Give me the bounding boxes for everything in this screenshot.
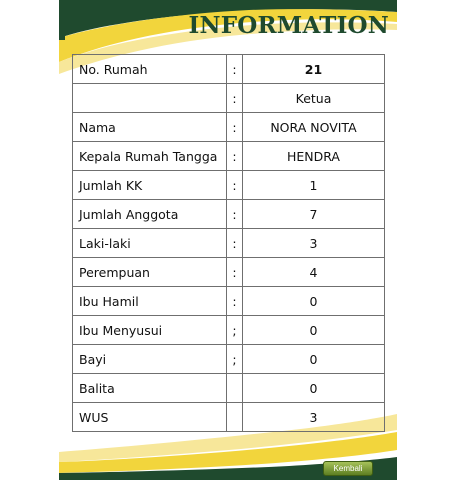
row-value: 7: [243, 200, 385, 229]
row-label: WUS: [73, 403, 227, 432]
row-label: [73, 84, 227, 113]
row-label: Bayi: [73, 345, 227, 374]
table-row: [73, 84, 385, 113]
row-label: Kepala Rumah Tangga: [73, 142, 227, 171]
row-separator: :: [227, 142, 243, 171]
row-value: 0: [243, 345, 385, 374]
row-label: No. Rumah: [73, 55, 227, 84]
row-label: Jumlah KK: [73, 171, 227, 200]
row-label: Balita: [73, 374, 227, 403]
row-separator: :: [227, 229, 243, 258]
row-value: 3: [243, 229, 385, 258]
table-row: [73, 229, 385, 258]
table-row: [73, 200, 385, 229]
table-row: [73, 142, 385, 171]
row-value: 4: [243, 258, 385, 287]
row-separator: :: [227, 55, 243, 84]
row-separator: :: [227, 200, 243, 229]
household-info-table: [72, 54, 385, 432]
table-row: [73, 374, 385, 403]
row-value: 0: [243, 374, 385, 403]
row-value: 0: [243, 316, 385, 345]
back-button[interactable]: Kembali: [323, 461, 373, 476]
table-row: [73, 345, 385, 374]
row-separator: [227, 403, 243, 432]
row-label: Jumlah Anggota: [73, 200, 227, 229]
row-separator: [227, 374, 243, 403]
table-row: [73, 55, 385, 84]
table-row: [73, 113, 385, 142]
table-row: [73, 403, 385, 432]
row-separator: :: [227, 84, 243, 113]
table-row: [73, 258, 385, 287]
table-row: [73, 171, 385, 200]
row-value: Ketua: [243, 84, 385, 113]
row-label: Nama: [73, 113, 227, 142]
row-value: 0: [243, 287, 385, 316]
row-value: NORA NOVITA: [243, 113, 385, 142]
table-row: [73, 316, 385, 345]
row-separator: ;: [227, 345, 243, 374]
table-row: [73, 287, 385, 316]
row-separator: ;: [227, 316, 243, 345]
row-value: 3: [243, 403, 385, 432]
row-value: HENDRA: [243, 142, 385, 171]
row-value: 1: [243, 171, 385, 200]
row-label: Ibu Menyusui: [73, 316, 227, 345]
row-separator: :: [227, 171, 243, 200]
page-title: INFORMATION: [188, 12, 389, 39]
row-separator: :: [227, 258, 243, 287]
row-value: 21: [243, 55, 385, 84]
row-label: Perempuan: [73, 258, 227, 287]
row-label: Laki-laki: [73, 229, 227, 258]
row-label: Ibu Hamil: [73, 287, 227, 316]
row-separator: :: [227, 113, 243, 142]
row-separator: :: [227, 287, 243, 316]
